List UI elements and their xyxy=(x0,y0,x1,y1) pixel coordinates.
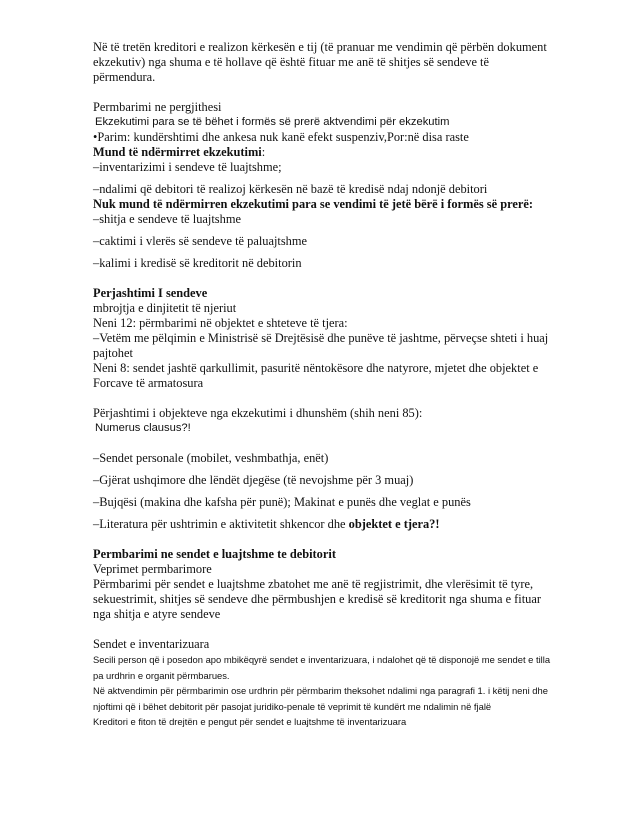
luajtshme-heading: Permbarimi ne sendet e luajtshme te debitorit xyxy=(93,547,336,561)
mund-item-ndalimi: –ndalimi që debitori të realizoj kërkesën në bazë të kredisë ndaj ndonjë debitori xyxy=(93,182,488,196)
objektet-item-sendet-personale: –Sendet personale (mobilet, veshmbathja, enët) xyxy=(93,451,329,465)
intro-paragraph: Në të tretën kreditori e realizon kërkesën e tij (të pranuar me vendimin që përbën dokument ekzekutiv) nga shuma e të hollave që është fituar me anë të shitjes së sendeve të përmendura. xyxy=(93,40,547,84)
literatura-emphasis: objektet e tjera?! xyxy=(348,517,440,531)
objektet-item-literatura xyxy=(93,517,553,532)
veprimet-permbarimore: Veprimet permbarimore xyxy=(93,562,212,576)
mund-heading: Mund të ndërmirret ekzekutimi xyxy=(93,145,262,159)
luajtshme-paragraph: Përmbarimi për sendet e luajtshme zbatohet me anë të regjistrimit, dhe vlerësimit të tyre, sekuestrimit, shitjes së sendeve dhe përmbushjen e kredisë së kreditorit nga shuma e fituar nga shitja e atyre sendeve xyxy=(93,577,542,621)
section-heading-permbarimi: Permbarimi ne pergjithesi xyxy=(93,100,222,114)
perjashtimi-heading: Perjashtimi I sendeve xyxy=(93,286,208,300)
section-subheading-ekzekutimi: Ekzekutimi para se të bëhet i formës së prerë aktvendimi për ekzekutim xyxy=(95,116,450,128)
inventarizuara-heading: Sendet e inventarizuara xyxy=(93,637,210,651)
inventarizuara-line-secili: Secili person që i posedon apo mbikëqyrë sendet e inventarizuara, i ndalohet që të disponojë me sendet e tilla pa urdhrin e organit përmbarues. xyxy=(93,654,551,681)
document-body xyxy=(93,40,553,730)
numerus-clausus: Numerus clausus?! xyxy=(95,422,191,434)
objektet-item-bujqesi: –Bujqësi (makina dhe kafsha për punë); Makinat e punës dhe veglat e punës xyxy=(93,495,471,509)
literatura-text: –Literatura për ushtrimin e aktivitetit shkencor dhe xyxy=(93,517,349,531)
mund-heading-colon: : xyxy=(261,145,266,159)
principle-line: •Parim: kundërshtimi dhe ankesa nuk kanë efekt suspenziv,Por:në disa raste xyxy=(93,130,469,144)
mund-item-inventarizimi: –inventarizimi i sendeve të luajtshme; xyxy=(93,160,282,174)
mund-heading-line xyxy=(93,145,553,160)
inventarizuara-line-kreditori: Kreditori e fiton të drejtën e pengut për sendet e luajtshme të inventarizuara xyxy=(93,716,407,727)
perjashtimi-line-neni8: Neni 8: sendet jashtë qarkullimit, pasuritë nëntokësore dhe natyrore, mjetet dhe objektet e Forcave të armatosura xyxy=(93,361,539,390)
perjashtimi-line-ministria: –Vetëm me pëlqimin e Ministrisë së Drejtësisë dhe punëve të jashtme, përveçse shteti i huaj pajtohet xyxy=(93,331,549,360)
objektet-item-gjerat-ushqimore: –Gjërat ushqimore dhe lëndët djegëse (të nevojshme për 3 muaj) xyxy=(93,473,414,487)
perjashtimi-line-neni12: Neni 12: përmbarimi në objektet e shteteve të tjera: xyxy=(93,316,348,330)
inventarizuara-line-aktvendimi: Në aktvendimin për përmbarimin ose urdhrin për përmbarim theksohet ndalimi nga paragrafi 1. i këtij neni dhe njoftimi që i bëhet debitorit për pasojat juridiko-penale të veprimit të kundërt me ndalimin në fjalë xyxy=(93,685,548,712)
nuk-heading: Nuk mund të ndërmirren ekzekutimi para se vendimi të jetë bërë i formës së prerë: xyxy=(93,197,534,211)
nuk-item-shitja: –shitja e sendeve të luajtshme xyxy=(93,212,241,226)
nuk-item-caktimi: –caktimi i vlerës së sendeve të paluajtshme xyxy=(93,234,308,248)
perjashtimi-line-dinjiteti: mbrojtja e dinjitetit të njeriut xyxy=(93,301,237,315)
nuk-item-kalimi: –kalimi i kredisë së kreditorit në debitorin xyxy=(93,256,302,270)
objektet-heading: Përjashtimi i objekteve nga ekzekutimi i dhunshëm (shih neni 85): xyxy=(93,406,423,420)
